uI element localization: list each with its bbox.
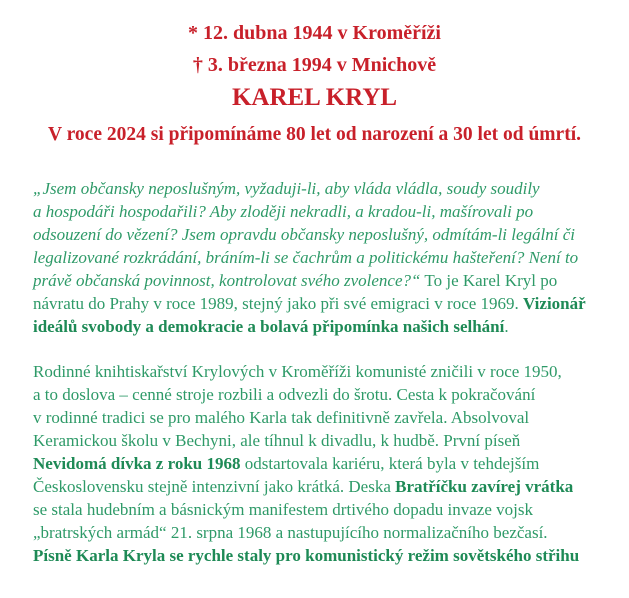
text-line: v rodinné tradici se pro malého Karla tak definitivně zavřela. Absolvoval [33,408,530,427]
paragraph-quote [33,177,613,338]
quote-line-end [33,269,613,292]
text-line [33,452,613,475]
anniversary-subtitle: V roce 2024 si připomínáme 80 let od narození a 30 let od úmrtí. [48,124,581,145]
text-span: . [504,317,509,336]
quote-line: „Jsem občansky neposlušným, vyžaduji-li, aby vláda vládla, soudy soudily [33,179,540,198]
text-line: Keramickou školu v Bechyni, ale tíhnul k divadlu, k hudbě. První píseň [33,431,521,450]
text-span: návratu do Prahy v roce 1989, stejný jako při své emigraci v roce 1969. [33,294,524,313]
song-title: Nevidomá dívka z roku 1968 [33,454,241,473]
text-line [33,315,613,338]
quote-line: legalizované rozkrádání, bráním-li se čachrům a politickému hašteření? Není to [33,248,579,267]
quote-line: a hospodáři hospodařili? Aby zloději nekradli, a kradou-li, mašírovali po [33,202,534,221]
article-body [33,177,613,567]
quote-line: odsouzení do vězení? Jsem opravdu občansky neposlušný, odmítám-li legální či [33,225,576,244]
quote-text: právě občanská povinnost, kontrolovat svého zvolence?“ [33,271,421,290]
text-line: Rodinné knihtiskařství Krylových v Kroměříži komunisté zničili v roce 1950, [33,362,562,381]
bold-text: Vizionář [523,294,586,313]
paragraph-gap [33,338,613,360]
text-span: odstartovala kariéru, která byla v tehdejším [240,454,540,473]
page-title: KAREL KRYL [231,84,398,111]
bold-text-line: Písně Karla Kryla se rychle staly pro komunistický režim sovětského střihu [33,546,580,565]
text-line [33,475,613,498]
text-line: a to doslova – cenné stroje rozbili a odvezli do šrotu. Cesta k pokračování [33,385,536,404]
quote-attribution: To je Karel Kryl po [420,271,558,290]
text-line: se stala hudebním a básnickým manifestem drtivého dopadu invaze vojsk [33,500,533,519]
death-date: † 3. března 1994 v Mnichově [192,54,437,76]
bold-text: ideálů svobody a demokracie a bolavá připomínka našich selhání [33,317,505,336]
paragraph-biography [33,360,613,567]
text-line [33,292,613,315]
birth-date: * 12. dubna 1944 v Kroměříži [188,22,441,44]
text-line: „bratrských armád“ 21. srpna 1968 a nastupujícího normalizačního bezčasí. [33,523,548,542]
text-span: Československu stejně intenzivní jako krátká. Deska [33,477,396,496]
album-title: Bratříčku zavírej vrátka [395,477,574,496]
